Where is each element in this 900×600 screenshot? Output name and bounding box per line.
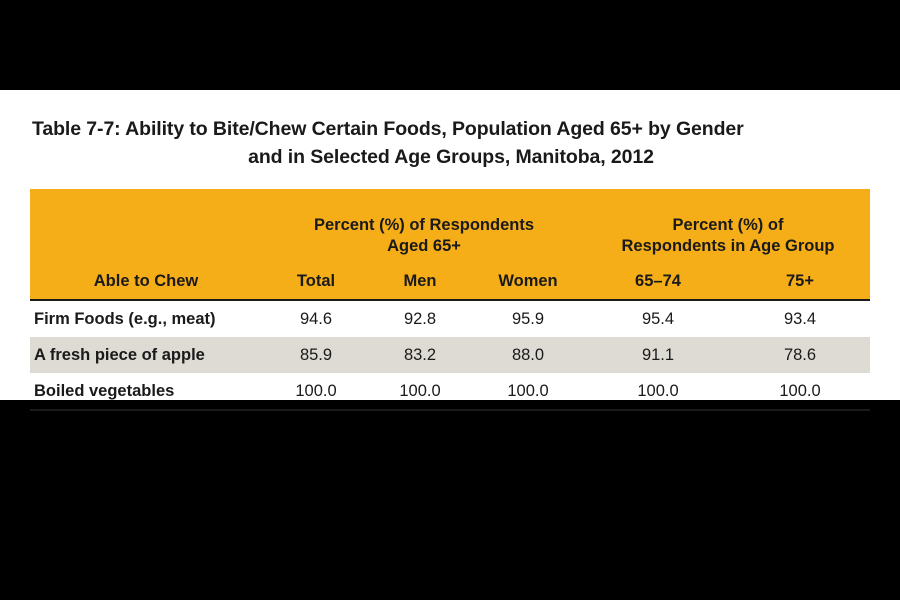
table-title bbox=[0, 90, 900, 171]
group-header-aged-65-plus-line-1: Percent (%) of Respondents bbox=[313, 215, 535, 234]
table-group-header-row bbox=[30, 189, 870, 257]
column-header-men: Men bbox=[370, 257, 470, 300]
cell-boiled-vegetables-total: 100.0 bbox=[262, 373, 370, 410]
row-label-firm-foods: Firm Foods (e.g., meat) bbox=[30, 300, 262, 337]
cell-fresh-apple-75-plus: 78.6 bbox=[730, 337, 870, 373]
column-header-65-74: 65–74 bbox=[586, 257, 730, 300]
table-row bbox=[30, 300, 870, 337]
group-header-spacer bbox=[30, 189, 262, 257]
cell-firm-foods-women: 95.9 bbox=[470, 300, 586, 337]
column-header-able-to-chew: Able to Chew bbox=[30, 257, 262, 300]
row-label-boiled-vegetables: Boiled vegetables bbox=[30, 373, 262, 410]
table-row bbox=[30, 373, 870, 410]
cell-boiled-vegetables-75-plus: 100.0 bbox=[730, 373, 870, 410]
group-header-aged-65-plus bbox=[262, 189, 586, 257]
group-header-age-group bbox=[586, 189, 870, 257]
cell-firm-foods-75-plus: 93.4 bbox=[730, 300, 870, 337]
cell-boiled-vegetables-men: 100.0 bbox=[370, 373, 470, 410]
document-panel bbox=[0, 90, 900, 400]
data-table bbox=[30, 189, 870, 411]
table-title-line-1: Table 7-7: Ability to Bite/Chew Certain Foods, Population Aged 65+ by Gender bbox=[32, 118, 744, 140]
cell-fresh-apple-women: 88.0 bbox=[470, 337, 586, 373]
column-header-75-plus: 75+ bbox=[730, 257, 870, 300]
column-header-total: Total bbox=[262, 257, 370, 300]
table-column-header-row bbox=[30, 257, 870, 300]
row-label-fresh-apple: A fresh piece of apple bbox=[30, 337, 262, 373]
cell-firm-foods-65-74: 95.4 bbox=[586, 300, 730, 337]
cell-fresh-apple-men: 83.2 bbox=[370, 337, 470, 373]
column-header-women: Women bbox=[470, 257, 586, 300]
cell-boiled-vegetables-65-74: 100.0 bbox=[586, 373, 730, 410]
table-title-line-2: and in Selected Age Groups, Manitoba, 2012 bbox=[248, 145, 654, 168]
cell-fresh-apple-65-74: 91.1 bbox=[586, 337, 730, 373]
group-header-aged-65-plus-line-2: Aged 65+ bbox=[387, 236, 461, 255]
cell-boiled-vegetables-women: 100.0 bbox=[470, 373, 586, 410]
group-header-age-group-line-1: Percent (%) of bbox=[672, 215, 784, 234]
table-row bbox=[30, 337, 870, 373]
group-header-age-group-line-2: Respondents in Age Group bbox=[621, 236, 835, 255]
cell-fresh-apple-total: 85.9 bbox=[262, 337, 370, 373]
cell-firm-foods-total: 94.6 bbox=[262, 300, 370, 337]
cell-firm-foods-men: 92.8 bbox=[370, 300, 470, 337]
